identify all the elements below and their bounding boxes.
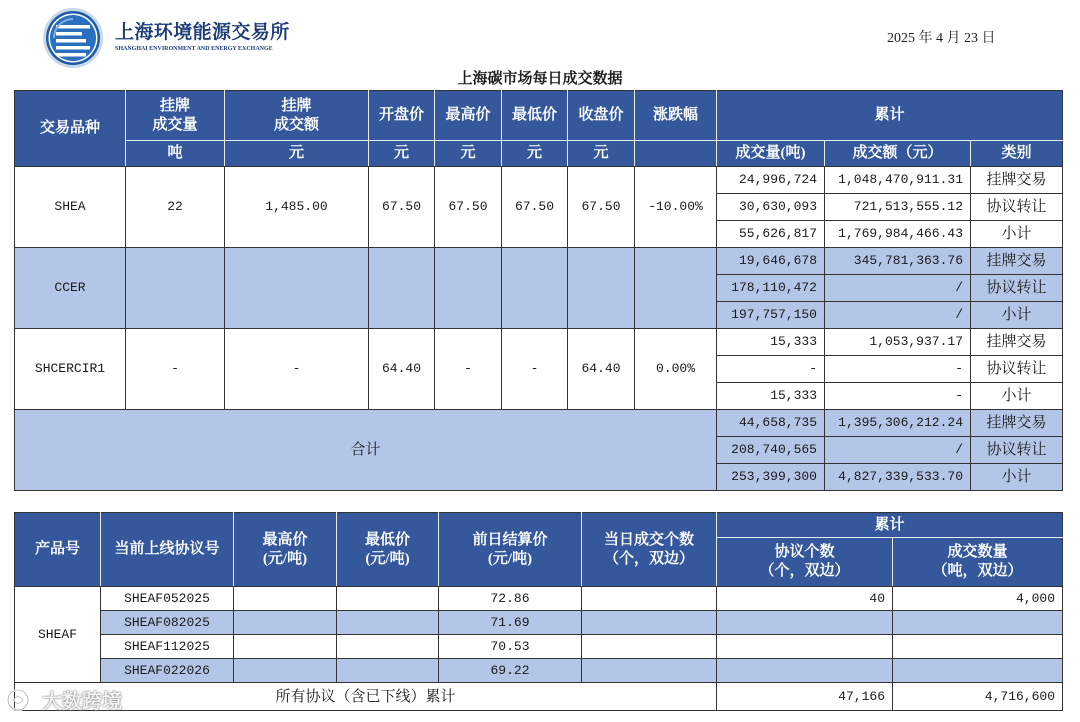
cum-volume-cell: 55,626,817 (717, 221, 825, 248)
futures-contract-table (14, 512, 1063, 711)
col-header-listed-volume: 挂牌 成交量 (126, 91, 225, 141)
cum-amount-cell: / (825, 302, 971, 329)
low-price-cell (337, 587, 439, 611)
table-row (15, 659, 1063, 683)
table-row (15, 167, 1063, 194)
cum-volume-cell: 208,740,565 (717, 437, 825, 464)
header-row (15, 91, 1063, 141)
settle-price-cell: 72.86 (439, 587, 582, 611)
category-cell: 小计 (971, 302, 1063, 329)
daily-count-cell (582, 635, 717, 659)
open-price-cell: 64.40 (369, 329, 435, 410)
cum-count-cell (717, 611, 893, 635)
cum-volume-cell (893, 659, 1063, 683)
open-price-cell: 67.50 (369, 167, 435, 248)
open-price-cell (369, 248, 435, 329)
unit-low: 元 (502, 141, 568, 167)
cum-amount-cell: 1,395,306,212.24 (825, 410, 971, 437)
watermark-logo-icon (4, 686, 38, 714)
page-title: 上海碳市场每日成交数据 (457, 71, 623, 87)
category-cell: 小计 (971, 464, 1063, 491)
cum-volume-cell: 178,110,472 (717, 275, 825, 302)
high-price-cell (234, 659, 337, 683)
category-cell: 协议转让 (971, 194, 1063, 221)
cum-volume-cell: 253,399,300 (717, 464, 825, 491)
cum-volume-cell (893, 635, 1063, 659)
total-label: 合计 (15, 410, 717, 491)
cum-amount-cell: / (825, 437, 971, 464)
unit-close: 元 (568, 141, 635, 167)
low-price-cell: - (502, 329, 568, 410)
cum-count-cell: 47,166 (717, 683, 893, 711)
listed-volume-cell: - (126, 329, 225, 410)
exchange-logo-icon (42, 7, 104, 69)
cum-amount-cell: 1,048,470,911.31 (825, 167, 971, 194)
close-price-cell: 64.40 (568, 329, 635, 410)
change-cell: 0.00% (635, 329, 717, 410)
category-cell: 挂牌交易 (971, 248, 1063, 275)
col-header-contract: 当前上线协议号 (101, 513, 234, 587)
low-price-cell (502, 248, 568, 329)
col-header-cum-volume: 成交数量 （吨，双边） (893, 538, 1063, 587)
high-price-cell (234, 635, 337, 659)
col-header-low: 最低价 (元/吨) (337, 513, 439, 587)
high-price-cell (234, 611, 337, 635)
cum-volume-cell: 30,630,093 (717, 194, 825, 221)
daily-count-cell (582, 587, 717, 611)
high-price-cell: - (435, 329, 502, 410)
category-cell: 协议转让 (971, 437, 1063, 464)
change-cell: -10.00% (635, 167, 717, 248)
col-header-variety: 交易品种 (15, 91, 126, 167)
table-row (15, 587, 1063, 611)
cum-volume-cell: - (717, 356, 825, 383)
low-price-cell (337, 659, 439, 683)
daily-count-cell (582, 611, 717, 635)
unit-listed-amount: 元 (225, 141, 369, 167)
cum-amount-cell: 1,769,984,466.43 (825, 221, 971, 248)
cum-count-cell: 40 (717, 587, 893, 611)
table-row (15, 635, 1063, 659)
col-header-listed-amount: 挂牌 成交额 (225, 91, 369, 141)
cum-volume-cell: 15,333 (717, 383, 825, 410)
table-row (15, 248, 1063, 275)
cum-count-cell (717, 659, 893, 683)
contract-code-cell: SHEAF022026 (101, 659, 234, 683)
category-cell: 挂牌交易 (971, 410, 1063, 437)
col-header-category: 类别 (971, 141, 1063, 167)
contract-code-cell: SHEAF082025 (101, 611, 234, 635)
col-header-cumulative: 累计 (717, 91, 1063, 141)
high-price-cell: 67.50 (435, 167, 502, 248)
cum-volume-cell: 15,333 (717, 329, 825, 356)
col-header-cumulative: 累计 (717, 513, 1063, 538)
col-header-product: 产品号 (15, 513, 101, 587)
cum-volume-cell: 4,000 (893, 587, 1063, 611)
daily-count-cell (582, 659, 717, 683)
contract-code-cell: SHEAF052025 (101, 587, 234, 611)
col-header-change: 涨跌幅 (635, 91, 717, 141)
contract-code-cell: SHEAF112025 (101, 635, 234, 659)
category-cell: 小计 (971, 383, 1063, 410)
cum-count-cell (717, 635, 893, 659)
change-cell (635, 248, 717, 329)
category-cell: 协议转让 (971, 275, 1063, 302)
cum-amount-cell: / (825, 275, 971, 302)
variety-cell: CCER (15, 248, 126, 329)
close-price-cell: 67.50 (568, 167, 635, 248)
category-cell: 挂牌交易 (971, 329, 1063, 356)
col-header-cum-amount: 成交额（元） (825, 141, 971, 167)
watermark-text: 大数跨境 (42, 689, 122, 713)
cum-volume-cell: 19,646,678 (717, 248, 825, 275)
col-header-open: 开盘价 (369, 91, 435, 141)
listed-amount-cell: - (225, 329, 369, 410)
low-price-cell (337, 611, 439, 635)
high-price-cell (234, 587, 337, 611)
total-row (15, 410, 1063, 437)
total-row (15, 683, 1063, 711)
col-header-settle: 前日结算价 (元/吨) (439, 513, 582, 587)
close-price-cell (568, 248, 635, 329)
unit-listed-volume: 吨 (126, 141, 225, 167)
col-header-cum-count: 协议个数 （个，双边） (717, 538, 893, 587)
listed-volume-cell: 22 (126, 167, 225, 248)
variety-cell: SHEA (15, 167, 126, 248)
all-contracts-total-label: 所有协议（含已下线）累计 (15, 683, 717, 711)
low-price-cell (337, 635, 439, 659)
settle-price-cell: 69.22 (439, 659, 582, 683)
table-row (15, 329, 1063, 356)
cum-amount-cell: 1,053,937.17 (825, 329, 971, 356)
cum-volume-cell: 44,658,735 (717, 410, 825, 437)
cum-amount-cell: - (825, 356, 971, 383)
category-cell: 小计 (971, 221, 1063, 248)
spot-trading-table (14, 90, 1063, 491)
unit-row (15, 141, 1063, 167)
unit-high: 元 (435, 141, 502, 167)
variety-cell: SHCERCIR1 (15, 329, 126, 410)
col-header-cum-volume: 成交量(吨) (717, 141, 825, 167)
org-name: 上海环境能源交易所 (115, 22, 290, 43)
settle-price-cell: 71.69 (439, 611, 582, 635)
col-header-daily-count: 当日成交个数 （个，双边） (582, 513, 717, 587)
cum-amount-cell: 4,827,339,533.70 (825, 464, 971, 491)
cum-amount-cell: 345,781,363.76 (825, 248, 971, 275)
listed-amount-cell (225, 248, 369, 329)
header-row (15, 513, 1063, 538)
report-date: 2025 年 4 月 23 日 (887, 31, 996, 46)
col-header-low: 最低价 (502, 91, 568, 141)
col-header-high: 最高价 (元/吨) (234, 513, 337, 587)
listed-amount-cell: 1,485.00 (225, 167, 369, 248)
cum-volume-cell: 197,757,150 (717, 302, 825, 329)
unit-open: 元 (369, 141, 435, 167)
settle-price-cell: 70.53 (439, 635, 582, 659)
listed-volume-cell (126, 248, 225, 329)
category-cell: 挂牌交易 (971, 167, 1063, 194)
col-header-high: 最高价 (435, 91, 502, 141)
col-header-close: 收盘价 (568, 91, 635, 141)
cum-volume-cell (893, 611, 1063, 635)
org-name-en: SHANGHAI ENVIRONMENT AND ENERGY EXCHANGE (115, 46, 273, 52)
cum-amount-cell: 721,513,555.12 (825, 194, 971, 221)
table-row (15, 611, 1063, 635)
high-price-cell (435, 248, 502, 329)
cum-amount-cell: - (825, 383, 971, 410)
watermark (4, 685, 122, 714)
product-code-cell: SHEAF (15, 587, 101, 683)
low-price-cell: 67.50 (502, 167, 568, 248)
cum-volume-cell: 4,716,600 (893, 683, 1063, 711)
unit-change-blank (635, 141, 717, 167)
category-cell: 协议转让 (971, 356, 1063, 383)
cum-volume-cell: 24,996,724 (717, 167, 825, 194)
